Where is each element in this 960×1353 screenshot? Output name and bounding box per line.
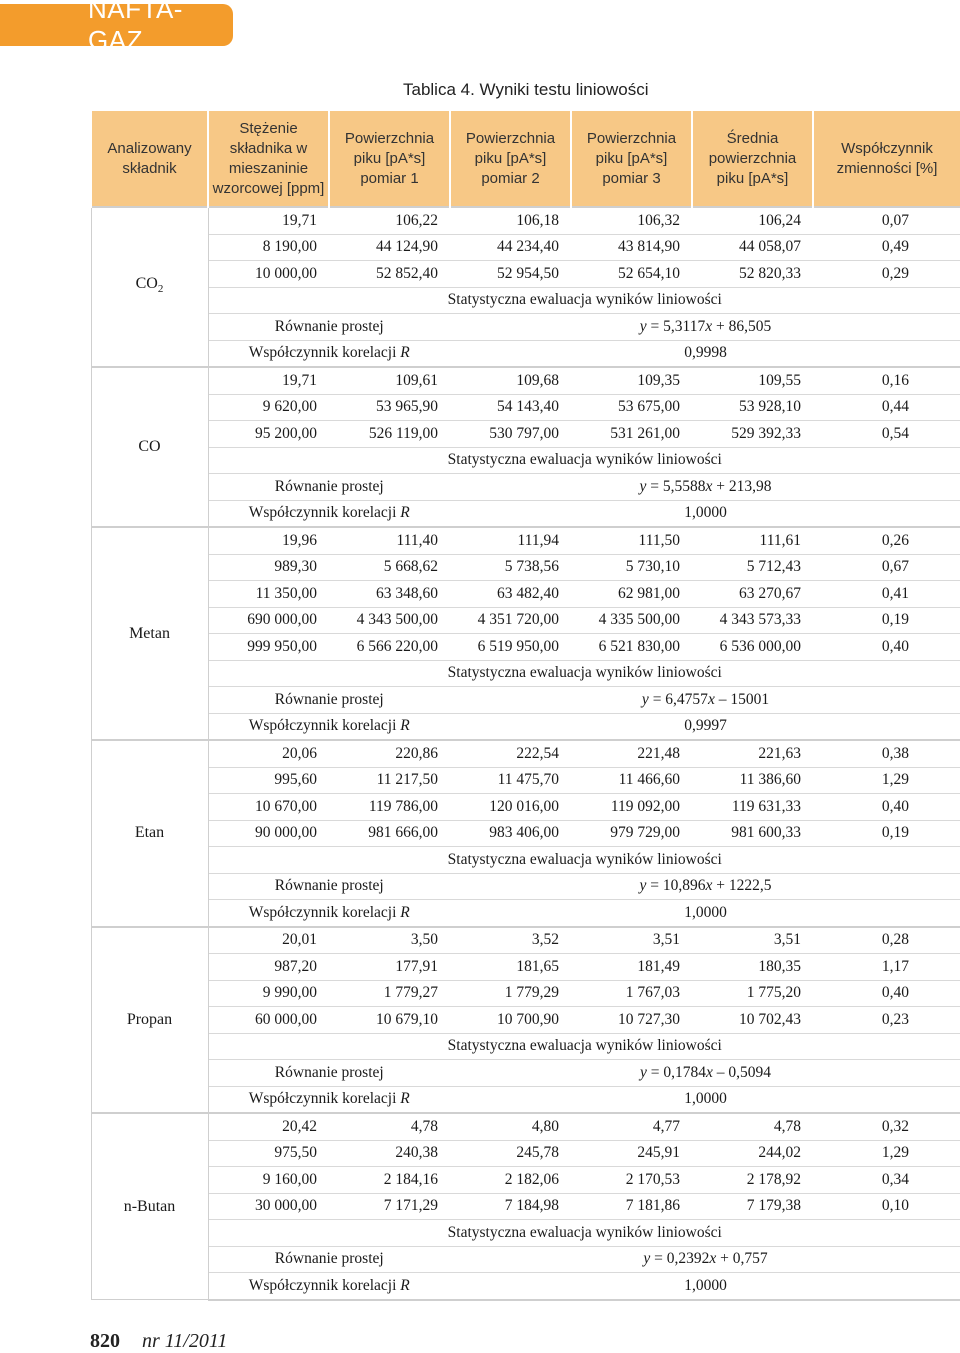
table-body bbox=[91, 207, 960, 1300]
equation-part: x bbox=[707, 690, 715, 708]
component-label: CO bbox=[135, 275, 158, 293]
table-cell: 20,06 bbox=[208, 740, 329, 767]
correlation-label-text: Współczynnik korelacji bbox=[248, 717, 401, 735]
table-row bbox=[91, 261, 960, 288]
equation-label: Równanie prostej bbox=[208, 474, 450, 501]
correlation-value: 1,0000 bbox=[450, 1086, 960, 1113]
stat-label: Statystyczna ewaluacja wyników liniowości bbox=[208, 287, 960, 314]
table-cell: 6 536 000,00 bbox=[692, 634, 813, 661]
equation-part: = 5,5588 bbox=[646, 477, 706, 495]
table-cell: 19,71 bbox=[208, 207, 329, 234]
table-cell: 4 343 573,33 bbox=[692, 607, 813, 634]
journal-brand-name: NAFTA-GAZ bbox=[88, 0, 183, 55]
equation-part: = 10,896 bbox=[646, 877, 706, 895]
table-header-row bbox=[91, 111, 960, 207]
correlation-value: 1,0000 bbox=[450, 500, 960, 527]
table-cell: 10 700,90 bbox=[450, 1007, 571, 1034]
table-cell: 987,20 bbox=[208, 954, 329, 981]
stat-row bbox=[91, 287, 960, 314]
table-cell: 995,60 bbox=[208, 767, 329, 794]
equation-part: x bbox=[706, 1063, 713, 1081]
stat-row bbox=[91, 847, 960, 874]
table-cell: 7 171,29 bbox=[329, 1193, 450, 1220]
stat-label: Statystyczna ewaluacja wyników liniowości bbox=[208, 447, 960, 474]
header-cv: Współczynnik zmienności [%] bbox=[813, 111, 960, 207]
table-cell: 109,35 bbox=[571, 367, 692, 394]
table-cell: 221,63 bbox=[692, 740, 813, 767]
journal-brand-tab bbox=[0, 0, 233, 55]
table-cell: 3,52 bbox=[450, 927, 571, 954]
correlation-value: 0,9997 bbox=[450, 713, 960, 740]
correlation-row bbox=[91, 900, 960, 927]
page-number: 820 bbox=[90, 1330, 120, 1352]
table-cell: 4,78 bbox=[329, 1113, 450, 1140]
header-area-3: Powierzchnia piku [pA*s] pomiar 3 bbox=[571, 111, 692, 207]
table-cell: 4 335 500,00 bbox=[571, 607, 692, 634]
equation-label: Równanie prostej bbox=[208, 1060, 450, 1087]
table-cell: 6 566 220,00 bbox=[329, 634, 450, 661]
component-subscript: 2 bbox=[157, 283, 164, 296]
table-cell: 979 729,00 bbox=[571, 820, 692, 847]
table-cell: 19,96 bbox=[208, 527, 329, 554]
table-cell: 5 668,62 bbox=[329, 554, 450, 581]
correlation-symbol: R bbox=[400, 903, 410, 921]
equation-row bbox=[91, 873, 960, 900]
component-label: n-Butan bbox=[123, 1197, 176, 1215]
table-cell: 0,34 bbox=[813, 1167, 960, 1194]
stat-label: Statystyczna ewaluacja wyników liniowości bbox=[208, 1220, 960, 1247]
table-row bbox=[91, 767, 960, 794]
table-cell: 62 981,00 bbox=[571, 581, 692, 608]
equation-row bbox=[91, 1246, 960, 1273]
table-cell: 0,26 bbox=[813, 527, 960, 554]
equation-part: y bbox=[643, 1250, 651, 1268]
table-cell: 52 852,40 bbox=[329, 261, 450, 288]
equation-value bbox=[450, 474, 960, 501]
equation-part: y bbox=[639, 877, 647, 895]
table-cell: 1,29 bbox=[813, 767, 960, 794]
table-cell: 9 160,00 bbox=[208, 1167, 329, 1194]
table-cell: 0,29 bbox=[813, 261, 960, 288]
table-cell: 177,91 bbox=[329, 954, 450, 981]
table-cell: 95 200,00 bbox=[208, 421, 329, 448]
table-cell: 989,30 bbox=[208, 554, 329, 581]
table-cell: 0,67 bbox=[813, 554, 960, 581]
table-cell: 1 775,20 bbox=[692, 980, 813, 1007]
equation-value bbox=[450, 314, 960, 341]
correlation-label bbox=[208, 900, 450, 927]
component-name bbox=[91, 367, 208, 527]
table-cell: 4,77 bbox=[571, 1113, 692, 1140]
table-cell: 526 119,00 bbox=[329, 421, 450, 448]
table-cell: 1 779,27 bbox=[329, 980, 450, 1007]
table-cell: 8 190,00 bbox=[208, 234, 329, 261]
table-cell: 7 181,86 bbox=[571, 1193, 692, 1220]
correlation-value: 0,9998 bbox=[450, 340, 960, 367]
table-cell: 180,35 bbox=[692, 954, 813, 981]
table-cell: 44 234,40 bbox=[450, 234, 571, 261]
equation-part: = 6,4757 bbox=[648, 690, 708, 708]
table-cell: 10 727,30 bbox=[571, 1007, 692, 1034]
correlation-label bbox=[208, 340, 450, 367]
correlation-row bbox=[91, 340, 960, 367]
table-caption: Tablica 4. Wyniki testu liniowości bbox=[403, 80, 649, 99]
table-row bbox=[91, 607, 960, 634]
correlation-label bbox=[208, 1273, 450, 1300]
table-cell: 0,07 bbox=[813, 207, 960, 234]
correlation-label bbox=[208, 1086, 450, 1113]
table-cell: 531 261,00 bbox=[571, 421, 692, 448]
correlation-symbol: R bbox=[400, 344, 410, 362]
table-cell: 1,29 bbox=[813, 1140, 960, 1167]
correlation-symbol: R bbox=[400, 1276, 410, 1294]
equation-part: + 213,98 bbox=[712, 477, 772, 495]
table-cell: 0,38 bbox=[813, 740, 960, 767]
page-footer bbox=[90, 1330, 227, 1353]
component-name bbox=[91, 740, 208, 927]
equation-part: x bbox=[705, 317, 713, 335]
table-cell: 111,94 bbox=[450, 527, 571, 554]
table-cell: 11 386,60 bbox=[692, 767, 813, 794]
correlation-label-text: Współczynnik korelacji bbox=[248, 504, 401, 522]
table-row bbox=[91, 794, 960, 821]
table-cell: 0,54 bbox=[813, 421, 960, 448]
table-cell: 2 178,92 bbox=[692, 1167, 813, 1194]
stat-row bbox=[91, 1220, 960, 1247]
table-cell: 7 179,38 bbox=[692, 1193, 813, 1220]
correlation-label-text: Współczynnik korelacji bbox=[248, 903, 401, 921]
table-cell: 3,51 bbox=[692, 927, 813, 954]
equation-value bbox=[450, 1246, 960, 1273]
table-cell: 0,40 bbox=[813, 794, 960, 821]
correlation-label-text: Współczynnik korelacji bbox=[248, 344, 401, 362]
equation-part: + 1222,5 bbox=[712, 877, 772, 895]
table-cell: 1,17 bbox=[813, 954, 960, 981]
table-row bbox=[91, 927, 960, 954]
equation-label: Równanie prostej bbox=[208, 314, 450, 341]
table-cell: 120 016,00 bbox=[450, 794, 571, 821]
table-cell: 244,02 bbox=[692, 1140, 813, 1167]
table-cell: 90 000,00 bbox=[208, 820, 329, 847]
table-cell: 0,23 bbox=[813, 1007, 960, 1034]
table-cell: 20,42 bbox=[208, 1113, 329, 1140]
equation-part: y bbox=[641, 690, 649, 708]
table-cell: 106,32 bbox=[571, 207, 692, 234]
table-cell: 106,22 bbox=[329, 207, 450, 234]
component-label: Etan bbox=[134, 824, 165, 842]
table-cell: 109,61 bbox=[329, 367, 450, 394]
stat-label: Statystyczna ewaluacja wyników liniowości bbox=[208, 660, 960, 687]
table-cell: 6 521 830,00 bbox=[571, 634, 692, 661]
table-cell: 1 779,29 bbox=[450, 980, 571, 1007]
equation-part: y bbox=[639, 477, 647, 495]
table-cell: 44 124,90 bbox=[329, 234, 450, 261]
table-cell: 0,28 bbox=[813, 927, 960, 954]
correlation-row bbox=[91, 1273, 960, 1300]
correlation-label-text: Współczynnik korelacji bbox=[248, 1276, 401, 1294]
table-row bbox=[91, 581, 960, 608]
table-cell: 4,80 bbox=[450, 1113, 571, 1140]
header-concentration: Stężenie składnika w mieszaninie wzorcowej [ppm] bbox=[208, 111, 329, 207]
equation-value bbox=[450, 1060, 960, 1087]
table-cell: 6 519 950,00 bbox=[450, 634, 571, 661]
table-cell: 52 954,50 bbox=[450, 261, 571, 288]
stat-row bbox=[91, 1033, 960, 1060]
equation-label: Równanie prostej bbox=[208, 1246, 450, 1273]
equation-row bbox=[91, 474, 960, 501]
table-cell: 53 965,90 bbox=[329, 394, 450, 421]
table-row bbox=[91, 421, 960, 448]
table-cell: 119 092,00 bbox=[571, 794, 692, 821]
equation-part: y bbox=[639, 317, 647, 335]
table-row bbox=[91, 367, 960, 394]
table-row bbox=[91, 1193, 960, 1220]
table-cell: 44 058,07 bbox=[692, 234, 813, 261]
table-cell: 53 928,10 bbox=[692, 394, 813, 421]
table-cell: 240,38 bbox=[329, 1140, 450, 1167]
table-cell: 106,24 bbox=[692, 207, 813, 234]
table-row bbox=[91, 1167, 960, 1194]
table-cell: 109,55 bbox=[692, 367, 813, 394]
table-row bbox=[91, 554, 960, 581]
component-name bbox=[91, 1113, 208, 1300]
table-cell: 529 392,33 bbox=[692, 421, 813, 448]
table-cell: 10 670,00 bbox=[208, 794, 329, 821]
table-cell: 0,10 bbox=[813, 1193, 960, 1220]
table-cell: 0,19 bbox=[813, 820, 960, 847]
table-cell: 221,48 bbox=[571, 740, 692, 767]
table-cell: 10 000,00 bbox=[208, 261, 329, 288]
table-cell: 3,50 bbox=[329, 927, 450, 954]
table-cell: 0,41 bbox=[813, 581, 960, 608]
header-component: Analizowany składnik bbox=[91, 111, 208, 207]
table-cell: 981 600,33 bbox=[692, 820, 813, 847]
correlation-label bbox=[208, 500, 450, 527]
table-cell: 43 814,90 bbox=[571, 234, 692, 261]
table-row bbox=[91, 207, 960, 234]
table-cell: 181,49 bbox=[571, 954, 692, 981]
table-cell: 981 666,00 bbox=[329, 820, 450, 847]
table-cell: 10 679,10 bbox=[329, 1007, 450, 1034]
equation-part: = 0,2392 bbox=[650, 1250, 710, 1268]
table-cell: 111,40 bbox=[329, 527, 450, 554]
equation-row bbox=[91, 687, 960, 714]
table-cell: 52 820,33 bbox=[692, 261, 813, 288]
header-area-1: Powierzchnia piku [pA*s] pomiar 1 bbox=[329, 111, 450, 207]
equation-part: y bbox=[639, 1063, 647, 1081]
equation-value bbox=[450, 687, 960, 714]
table-cell: 181,65 bbox=[450, 954, 571, 981]
equation-part: – 15001 bbox=[714, 690, 770, 708]
correlation-label bbox=[208, 713, 450, 740]
table-row bbox=[91, 234, 960, 261]
table-cell: 19,71 bbox=[208, 367, 329, 394]
table-cell: 2 170,53 bbox=[571, 1167, 692, 1194]
table-cell: 4 343 500,00 bbox=[329, 607, 450, 634]
table-cell: 20,01 bbox=[208, 927, 329, 954]
table-cell: 220,86 bbox=[329, 740, 450, 767]
correlation-symbol: R bbox=[400, 504, 410, 522]
equation-value bbox=[450, 873, 960, 900]
table-cell: 245,78 bbox=[450, 1140, 571, 1167]
table-cell: 52 654,10 bbox=[571, 261, 692, 288]
table-cell: 54 143,40 bbox=[450, 394, 571, 421]
table-cell: 119 786,00 bbox=[329, 794, 450, 821]
header-mean-area: Średnia powierzchnia piku [pA*s] bbox=[692, 111, 813, 207]
table-row bbox=[91, 980, 960, 1007]
table-cell: 0,16 bbox=[813, 367, 960, 394]
component-name bbox=[91, 207, 208, 367]
table-cell: 0,40 bbox=[813, 980, 960, 1007]
table-cell: 222,54 bbox=[450, 740, 571, 767]
issue-number: nr 11/2011 bbox=[142, 1330, 228, 1352]
table-cell: 0,32 bbox=[813, 1113, 960, 1140]
table-cell: 0,44 bbox=[813, 394, 960, 421]
table-cell: 245,91 bbox=[571, 1140, 692, 1167]
table-cell: 3,51 bbox=[571, 927, 692, 954]
table-cell: 111,61 bbox=[692, 527, 813, 554]
table-cell: 999 950,00 bbox=[208, 634, 329, 661]
equation-row bbox=[91, 1060, 960, 1087]
table-cell: 63 270,67 bbox=[692, 581, 813, 608]
stat-label: Statystyczna ewaluacja wyników liniowości bbox=[208, 1033, 960, 1060]
table-cell: 106,18 bbox=[450, 207, 571, 234]
table-cell: 111,50 bbox=[571, 527, 692, 554]
table-cell: 983 406,00 bbox=[450, 820, 571, 847]
table-cell: 63 482,40 bbox=[450, 581, 571, 608]
component-name bbox=[91, 527, 208, 740]
table-cell: 11 466,60 bbox=[571, 767, 692, 794]
table-cell: 11 475,70 bbox=[450, 767, 571, 794]
stat-row bbox=[91, 660, 960, 687]
table-cell: 11 350,00 bbox=[208, 581, 329, 608]
table-cell: 119 631,33 bbox=[692, 794, 813, 821]
table-cell: 1 767,03 bbox=[571, 980, 692, 1007]
equation-label: Równanie prostej bbox=[208, 873, 450, 900]
component-label: Propan bbox=[126, 1010, 173, 1028]
component-name bbox=[91, 927, 208, 1114]
table-cell: 4 351 720,00 bbox=[450, 607, 571, 634]
table-cell: 5 738,56 bbox=[450, 554, 571, 581]
stat-label: Statystyczna ewaluacja wyników liniowości bbox=[208, 847, 960, 874]
table-cell: 530 797,00 bbox=[450, 421, 571, 448]
table-cell: 5 730,10 bbox=[571, 554, 692, 581]
table-cell: 4,78 bbox=[692, 1113, 813, 1140]
table-cell: 0,49 bbox=[813, 234, 960, 261]
table-row bbox=[91, 740, 960, 767]
table-row bbox=[91, 1007, 960, 1034]
equation-part: – 0,5094 bbox=[712, 1063, 772, 1081]
table-row bbox=[91, 394, 960, 421]
table-cell: 7 184,98 bbox=[450, 1193, 571, 1220]
table-row bbox=[91, 527, 960, 554]
table-row bbox=[91, 820, 960, 847]
equation-part: x bbox=[709, 1250, 717, 1268]
table-cell: 2 182,06 bbox=[450, 1167, 571, 1194]
header-area-2: Powierzchnia piku [pA*s] pomiar 2 bbox=[450, 111, 571, 207]
correlation-value: 1,0000 bbox=[450, 900, 960, 927]
table-cell: 975,50 bbox=[208, 1140, 329, 1167]
correlation-label-text: Współczynnik korelacji bbox=[248, 1090, 401, 1108]
table-cell: 9 990,00 bbox=[208, 980, 329, 1007]
table-cell: 5 712,43 bbox=[692, 554, 813, 581]
equation-part: + 0,757 bbox=[716, 1250, 768, 1268]
table-cell: 109,68 bbox=[450, 367, 571, 394]
correlation-row bbox=[91, 500, 960, 527]
table-cell: 10 702,43 bbox=[692, 1007, 813, 1034]
equation-part: x bbox=[705, 477, 713, 495]
equation-part: + 86,505 bbox=[712, 317, 772, 335]
table-cell: 60 000,00 bbox=[208, 1007, 329, 1034]
table-cell: 0,40 bbox=[813, 634, 960, 661]
equation-part: = 0,1784 bbox=[646, 1063, 706, 1081]
correlation-symbol: R bbox=[400, 717, 410, 735]
table-cell: 0,19 bbox=[813, 607, 960, 634]
table-cell: 11 217,50 bbox=[329, 767, 450, 794]
table-cell: 2 184,16 bbox=[329, 1167, 450, 1194]
correlation-value: 1,0000 bbox=[450, 1273, 960, 1300]
table-cell: 30 000,00 bbox=[208, 1193, 329, 1220]
table-row bbox=[91, 634, 960, 661]
correlation-row bbox=[91, 713, 960, 740]
linearity-results-table bbox=[90, 111, 960, 1301]
table-cell: 9 620,00 bbox=[208, 394, 329, 421]
table-row bbox=[91, 1113, 960, 1140]
equation-part: x bbox=[705, 877, 713, 895]
equation-row bbox=[91, 314, 960, 341]
table-row bbox=[91, 1140, 960, 1167]
correlation-symbol: R bbox=[400, 1090, 410, 1108]
table-cell: 690 000,00 bbox=[208, 607, 329, 634]
table-cell: 63 348,60 bbox=[329, 581, 450, 608]
table-cell: 53 675,00 bbox=[571, 394, 692, 421]
component-label: CO bbox=[138, 438, 161, 455]
stat-row bbox=[91, 447, 960, 474]
component-label: Metan bbox=[129, 624, 170, 642]
equation-part: = 5,3117 bbox=[646, 317, 706, 335]
equation-label: Równanie prostej bbox=[208, 687, 450, 714]
table-row bbox=[91, 954, 960, 981]
correlation-row bbox=[91, 1086, 960, 1113]
